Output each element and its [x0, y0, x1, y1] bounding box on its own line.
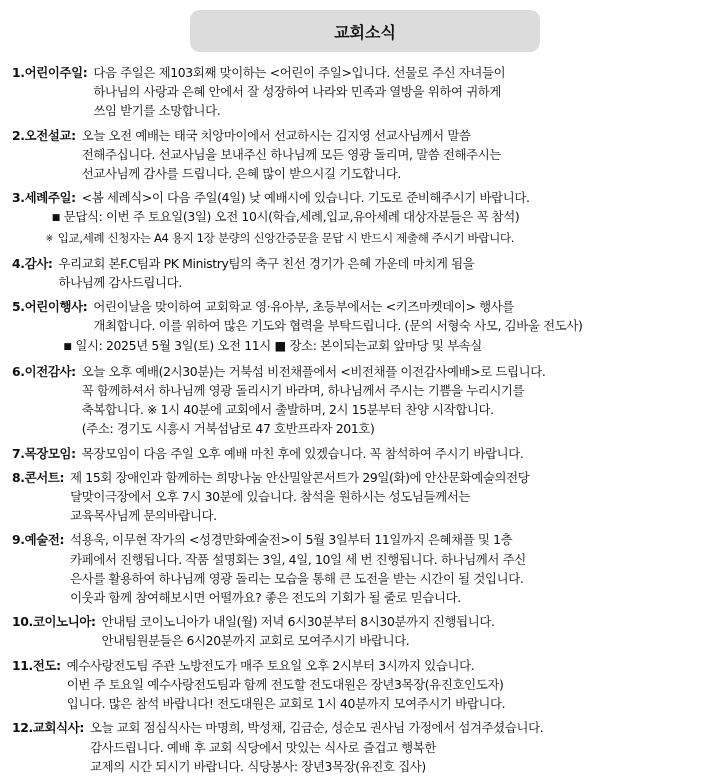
news-item-line: 교육목사님께 문의바랍니다.	[70, 508, 217, 524]
news-item-line: 전해주십니다. 선교사님을 보내주신 하나님께 모든 영광 돌리며, 말씀 전해주시는	[81, 146, 502, 162]
news-item-body	[82, 126, 722, 184]
news-item-line: 석용욱, 이무현 작가의 <성경만화예술전>이 5월 3일부터 11일까지 은혜채플 및 1층	[70, 532, 513, 548]
news-item-label: 5.어린이행사:	[12, 299, 88, 315]
news-item	[12, 612, 722, 650]
news-item-line: 다음 주일은 제103회째 맞이하는 <어린이 주일>입니다. 선물로 주신 자녀들이	[93, 65, 506, 80]
news-item-label: 7.목장모임:	[12, 445, 76, 461]
news-item-line: 예수사랑전도팀 주관 노방전도가 매주 토요일 오후 2시부터 3시까지 있습니다.	[66, 657, 475, 673]
news-item	[12, 254, 722, 292]
news-item-detail	[11, 336, 722, 357]
news-item	[12, 718, 722, 776]
news-item-body	[58, 254, 722, 292]
news-item-detail	[0, 207, 722, 228]
news-item-body	[67, 656, 722, 714]
news-item-label: 10.코이노니아:	[12, 614, 96, 630]
news-item-line: 카페에서 진행됩니다. 작품 설명회는 3일, 4일, 10일 세 번 진행됩니다. 하나님께서 주신	[70, 551, 526, 567]
news-item-label: 1.어린이주일:	[12, 65, 88, 80]
news-item-line: 안내팀 코이노니아가 내일(월) 저녁 6시30분부터 8시30분까지 진행됩니다.	[101, 614, 495, 630]
news-item	[12, 656, 722, 714]
news-item-body	[82, 362, 722, 439]
news-item	[12, 63, 722, 121]
news-item-body	[70, 530, 722, 607]
news-item-line: 감사드립니다. 예배 후 교회 식당에서 맛있는 식사로 즐겁고 행복한	[89, 739, 437, 755]
news-item-line: 선교사님께 감사를 드립니다. 은혜 많이 받으시길 기도합니다.	[81, 166, 401, 182]
news-item	[12, 362, 722, 439]
news-item-line: 어린이날을 맞이하여 교회학교 영·유아부, 초등부에서는 <키즈마켓데이> 행사를	[93, 299, 514, 315]
news-item-body	[90, 718, 722, 776]
news-item-body	[70, 468, 722, 526]
news-item-line: 제 15회 장애인과 함께하는 희망나눔 안산밀알콘서트가 29일(화)에 안산문화예술의전당	[70, 469, 530, 485]
square-bullet-icon: ■	[63, 341, 72, 352]
news-item	[12, 126, 722, 184]
news-item-body	[102, 612, 722, 650]
news-item-body	[45, 188, 722, 249]
news-item-label: 9.예술전:	[12, 532, 65, 548]
news-item-line: 입니다. 많은 참석 바랍니다! 전도대원은 교회로 1시 40분까지 모여주시기 바랍니다.	[66, 696, 506, 712]
news-item	[12, 530, 722, 607]
news-item	[12, 468, 722, 526]
news-item	[12, 188, 722, 249]
news-item-line: (주소: 경기도 시흥시 거북섬남로 47 호반프라자 201호)	[81, 421, 375, 437]
news-item-detail	[0, 229, 722, 249]
news-item-line: 하나님의 사랑과 은혜 안에서 잘 성장하여 나라와 민족과 열방을 위하여 귀하게	[93, 84, 502, 100]
news-item-line: <봄 세례식>이 다음 주일(4일) 낮 예배시에 있습니다. 기도로 준비해주시기 바랍니다.	[81, 190, 530, 206]
news-item-label: 11.전도:	[12, 657, 61, 673]
news-item-line: 오늘 교회 점심식사는 마명희, 박성채, 김금순, 성순모 권사님 가정에서 섬겨주셨습니다.	[89, 720, 544, 736]
news-item-detail-text: 입교,세례 신청자는 A4 용지 1장 분량의 신앙간증문을 문답 시 반드시 제출해 주시기 바랍니다.	[57, 230, 514, 245]
news-item-line: 꼭 함께하셔서 하나님께 영광 돌리시기 바라며, 하나님께서 주시는 기쁨을 누리시기를	[81, 383, 525, 399]
news-item-label: 2.오전설교:	[12, 127, 76, 143]
news-item-label: 12.교회식사:	[12, 720, 84, 736]
news-item-label: 4.감사:	[12, 255, 53, 271]
news-item-line: 교제의 시간 되시기 바랍니다. 식당봉사: 장년3목장(유진호 집사)	[89, 758, 426, 774]
news-item-body	[63, 297, 722, 357]
page-title-text: 교회소식	[334, 22, 396, 42]
news-item-line: 오늘 오전 예배는 태국 치앙마이에서 선교하시는 김지영 선교사님께서 말씀	[81, 127, 471, 143]
news-item-line: 이웃과 함께 참여해보시면 어떨까요? 좋은 전도의 기회가 될 줄로 믿습니다.	[70, 590, 461, 606]
news-item-body	[93, 63, 722, 121]
news-item-line: 은사를 활용하여 하나님께 영광 돌리는 모습을 통해 큰 도전을 받는 시간이 될 것입니다.	[70, 570, 524, 586]
news-item-line: 개최합니다. 이를 위하여 많은 기도와 협력을 부탁드립니다. (문의 서형숙 사모, 김바울 전도사)	[93, 318, 583, 334]
news-item-line: 안내팀원분들은 6시20분까지 교회로 모여주시기 바랍니다.	[101, 633, 410, 649]
page-title	[190, 10, 540, 52]
note-mark-icon: ※	[45, 233, 53, 244]
news-item-line: 축복합니다. ※ 1시 40분에 교회에서 출발하며, 2시 15분부터 찬양 시작합니다.	[81, 402, 494, 418]
news-item-body	[82, 444, 722, 463]
news-item-line: 쓰임 받기를 소망합니다.	[93, 103, 221, 119]
news-item-label: 8.콘서트:	[12, 469, 65, 485]
news-item-label: 6.이전감사:	[12, 363, 76, 379]
news-item-line: 우리교회 본F.C팀과 PK Ministry팀의 축구 친선 경기가 은혜 가운데 마치게 됨을	[58, 255, 475, 271]
news-item	[12, 297, 722, 357]
news-item-label: 3.세례주일:	[12, 190, 76, 206]
news-item-line: 하나님께 감사드립니다.	[58, 275, 182, 291]
news-item-line: 달맞이극장에서 오후 7시 30분에 있습니다. 참석을 원하시는 성도님들께서는	[70, 489, 470, 505]
square-bullet-icon: ■	[51, 213, 60, 224]
news-item-detail-text: 일시: 2025년 5월 3일(토) 오전 11시 ■ 장소: 본이되는교회 앞마당 및 부속실	[75, 337, 482, 353]
news-item-line: 오늘 오후 예배(2시30분)는 거북섬 비전채플에서 <비전채플 이전감사예배>로 드립니다.	[81, 363, 546, 379]
news-item-line: 이번 주 토요일 예수사랑전도팀과 함께 전도할 전도대원은 장년3목장(유진호인도자)	[66, 676, 504, 692]
news-item-detail-text: 문답식: 이번 주 토요일(3일) 오전 10시(학습,세례,입교,유아세례 대상자분들은 꼭 참석)	[63, 209, 520, 225]
news-item	[12, 444, 722, 463]
news-list	[12, 63, 722, 781]
news-item-line: 목장모임이 다음 주일 오후 예배 마친 후에 있겠습니다. 꼭 참석하여 주시기 바랍니다.	[81, 445, 524, 461]
